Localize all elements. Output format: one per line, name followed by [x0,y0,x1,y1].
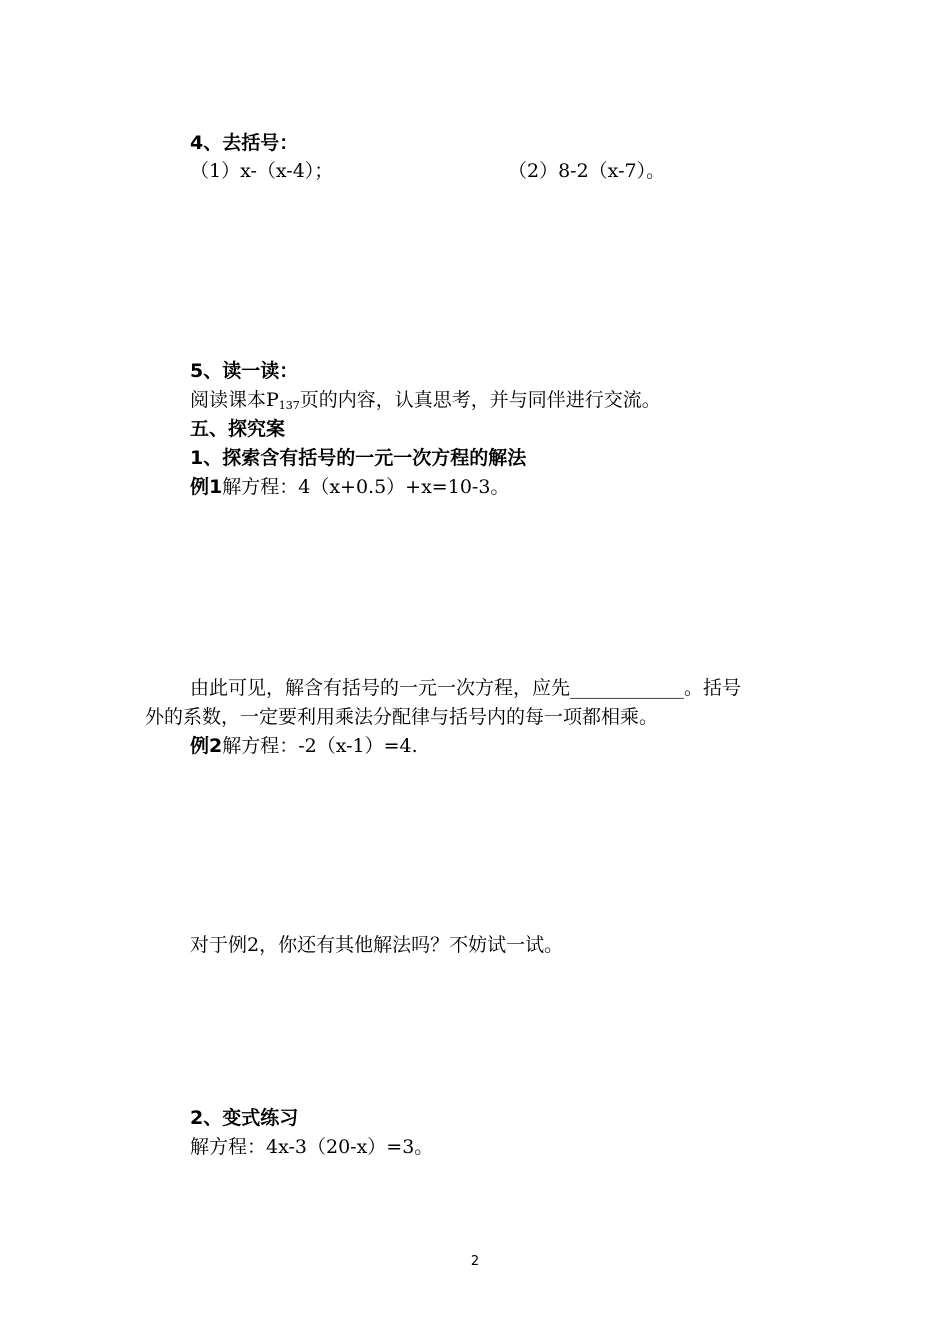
example-1-label: 例1 [190,476,223,498]
example-1 [190,474,509,500]
page-number: 2 [470,1254,480,1269]
reading-instruction [190,387,661,419]
example-2-text: 解方程：-2（x-1）=4. [222,735,418,757]
section-5-heading: 5、读一读： [190,360,299,382]
explore-heading: 五、探究案 [190,418,286,440]
example-2-label: 例2 [190,735,223,757]
subsection-2-heading: 2、变式练习 [190,1107,299,1129]
exercise-item-1: （1）x-（x-4）； [190,160,334,182]
exercise-item-2: （2）8-2（x-7）。 [508,160,666,182]
conclusion-line-1: 由此可见，解含有括号的一元一次方程，应先____________。括号 [190,677,742,699]
conclusion-line-2: 外的系数，一定要利用乘法分配律与括号内的每一项都相乘。 [145,706,659,728]
reading-text-end: 页的内容，认真思考，并与同伴进行交流。 [299,389,661,411]
reading-text-start: 阅读课本P [190,389,279,411]
example-1-text: 解方程：4（x+0.5）+x=10-3。 [222,476,510,498]
subsection-1-heading: 1、探索含有括号的一元一次方程的解法 [190,447,527,469]
followup-question: 对于例2，你还有其他解法吗？不妨试一试。 [190,934,564,956]
example-2 [190,733,418,759]
page-ref-subscript: 137 [278,399,300,412]
section-4-heading: 4、去括号： [190,132,299,154]
variant-exercise: 解方程：4x-3（20-x）=3。 [190,1136,434,1158]
